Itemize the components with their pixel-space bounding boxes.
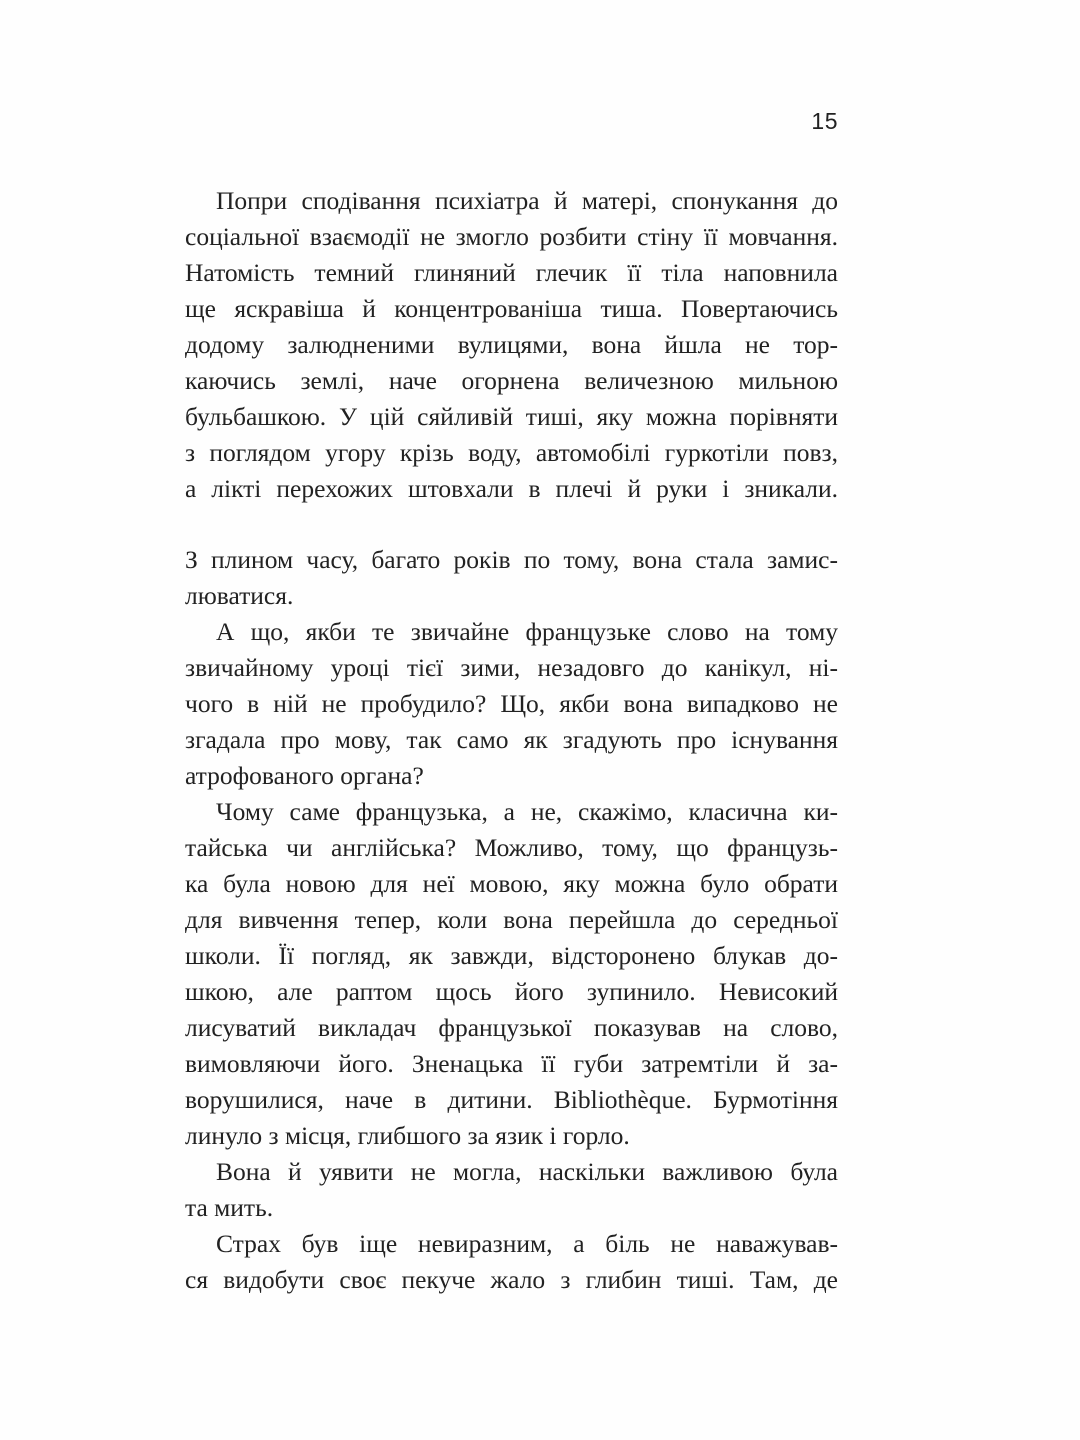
paragraph	[185, 183, 838, 507]
text-line: Попри сподівання психіатра й матері, спонукання до	[216, 186, 838, 215]
text-line: шкою, але раптом щось його зупинило. Невисокий	[185, 977, 838, 1006]
text-line: люватися.	[185, 581, 294, 610]
text-line: атрофованого органа?	[185, 761, 424, 790]
paragraph	[185, 1154, 838, 1226]
text-line: Страх був іще невиразним, а біль не наважував-	[216, 1229, 838, 1258]
paragraph	[185, 1226, 838, 1298]
paragraph	[185, 614, 838, 794]
text-line: для вивчення тепер, коли вона перейшла до середньої	[185, 905, 838, 934]
text-line: звичайному уроці тієї зими, незадовго до канікул, ні-	[185, 653, 838, 682]
text-line: з поглядом угору крізь воду, автомобілі гуркотіли повз,	[185, 438, 838, 467]
text-line: вимовляючи його. Зненацька її губи затремтіли й за-	[185, 1049, 838, 1078]
text-line: ще яскравіша й концентрованіша тиша. Повертаючись	[185, 294, 838, 323]
paragraph	[185, 542, 838, 614]
text-line: чого в ній не пробудило? Що, якби вона випадково не	[185, 689, 838, 718]
text-line: згадала про мову, так само як згадують про існування	[185, 725, 838, 754]
text-line: та мить.	[185, 1193, 274, 1222]
text-line: тайська чи англійська? Можливо, тому, що французь-	[185, 833, 838, 862]
text-line: А що, якби те звичайне французьке слово на тому	[216, 617, 838, 646]
text-line: лисуватий викладач французької показував на слово,	[185, 1013, 838, 1042]
text-line: каючись землі, наче огорнена величезною мильною	[185, 366, 838, 395]
text-line: додому залюдненими вулицями, вона йшла не тор-	[185, 330, 838, 359]
text-block	[185, 183, 838, 1298]
paragraph	[185, 794, 838, 1154]
text-line: ворушилися, наче в дитини. Bibliothèque. Бурмотіння	[185, 1085, 838, 1114]
page-number: 15	[811, 108, 838, 134]
text-line: бульбашкою. У цій сяйливій тиші, яку можна порівняти	[185, 402, 838, 431]
text-line: линуло з місця, глибшого за язик і горло.	[185, 1121, 630, 1150]
text-line: ка була новою для неї мовою, яку можна було обрати	[185, 869, 838, 898]
text-line: ся видобути своє пекуче жало з глибин тиші. Там, де	[185, 1265, 838, 1294]
text-line: школи. Її погляд, як завжди, відсторонено блукав до-	[185, 941, 838, 970]
text-line: а лікті перехожих штовхали в плечі й руки і зникали.	[185, 474, 838, 503]
text-line: соціальної взаємодії не змогло розбити стіну її мовчання.	[185, 222, 838, 251]
text-line: Вона й уявити не могла, наскільки важливою була	[216, 1157, 838, 1186]
text-line: Чому саме французька, а не, скажімо, класична ки-	[216, 797, 838, 826]
text-line: З плином часу, багато років по тому, вона стала замис-	[185, 545, 838, 574]
text-line: Натомість темний глиняний глечик її тіла наповнила	[185, 258, 838, 287]
